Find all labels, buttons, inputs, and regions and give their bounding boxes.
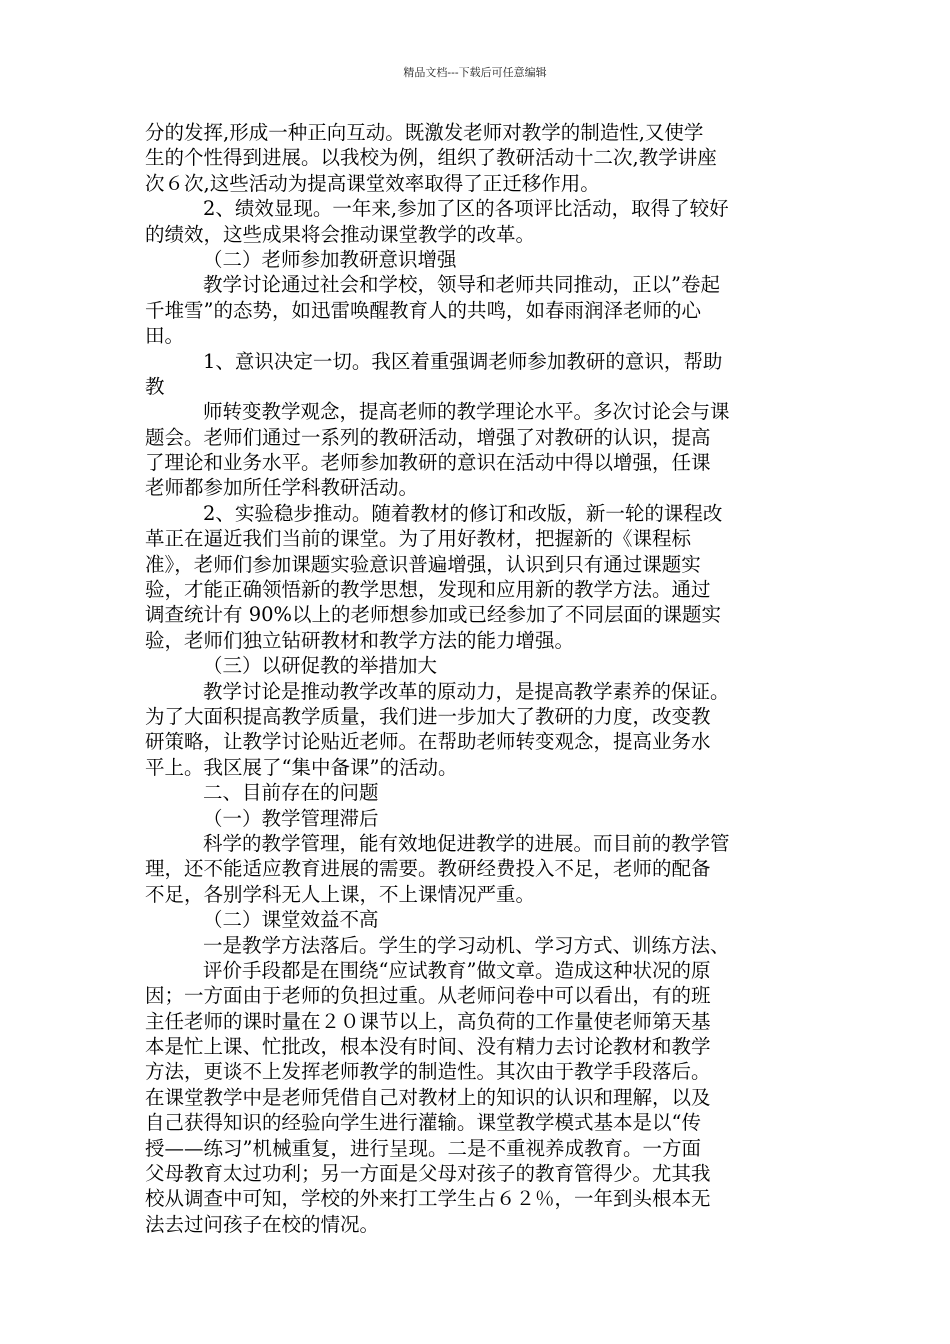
text-line: 教学讨论通过社会和学校，领导和老师共同推动，正以”卷起 — [203, 273, 720, 297]
text-line: 不足，各别学科无人上课，不上课情况严重。 — [145, 882, 536, 906]
text-line: 自己获得知识的经验向学生进行灌输。课堂教学模式基本是以“传 — [145, 1111, 701, 1135]
text-line: 生的个性得到进展。以我校为例，组织了教研活动十二次,教学讲座 — [145, 146, 717, 170]
text-line: 本是忙上课、忙批改，根本没有时间、没有精力去讨论教材和教学 — [145, 1035, 711, 1059]
text-line: 主任老师的课时量在２０课节以上，高负荷的工作量使老师第天基 — [145, 1009, 711, 1033]
text-line: 准》，老师们参加课题实验意识普遍增强，认识到只有通过课题实 — [145, 552, 701, 576]
text-line: 一是教学方法落后。学生的学习动机、学习方式、训练方法、 — [203, 933, 730, 957]
text-line: 调查统计有 90%以上的老师想参加或已经参加了不同层面的课题实 — [145, 603, 722, 627]
text-line: 校从调查中可知，学校的外来打工学生占６２％，一年到头根本无 — [145, 1187, 711, 1211]
text-line: 在课堂教学中是老师凭借自己对教材上的知识的认识和理解，以及 — [145, 1085, 711, 1109]
text-line: 平上。我区展了“集中备课”的活动。 — [145, 755, 458, 779]
text-line: 法去过问孩子在校的情况。 — [145, 1212, 380, 1236]
text-line: 科学的教学管理，能有效地促进教学的进展。而目前的教学管 — [203, 831, 730, 855]
text-line: 千堆雪”的态势，如迅雷唤醒教育人的共鸣，如春雨润泽老师的心 — [145, 298, 701, 322]
text-line: （二）老师参加教研意识增强 — [203, 247, 457, 271]
text-line: 为了大面积提高教学质量，我们进一步加大了教研的力度，改变教 — [145, 704, 711, 728]
text-line: 次６次,这些活动为提高课堂效率取得了正迁移作用。 — [145, 171, 600, 195]
text-line: 验，才能正确领悟新的教学思想，发现和应用新的教学方法。通过 — [145, 578, 711, 602]
text-line: 革正在逼近我们当前的课堂。为了用好教材，把握新的《课程标 — [145, 527, 692, 551]
text-line: （一）教学管理滞后 — [203, 806, 379, 830]
text-line: 验，老师们独立钻研教材和教学方法的能力增强。 — [145, 628, 575, 652]
text-line: 了理论和业务水平。老师参加教研的意识在活动中得以增强，任课 — [145, 451, 711, 475]
text-line: 教学讨论是推动教学改革的原动力，是提高教学素养的保证。 — [203, 679, 730, 703]
text-line: 老师都参加所任学科教研活动。 — [145, 476, 419, 500]
text-line: 分的发挥,形成一种正向互动。既激发老师对教学的制造性,又使学 — [145, 121, 704, 144]
text-line: 理，还不能适应教育进展的需要。教研经费投入不足，老师的配备 — [145, 857, 711, 881]
text-line: （二）课堂效益不高 — [203, 908, 379, 932]
text-line: 2、绩效显现。一年来,参加了区的各项评比活动，取得了较好 — [203, 197, 729, 221]
text-line: 评价手段都是在围绕“应试教育”做文章。造成这种状况的原 — [203, 958, 711, 982]
text-line: 方法，更谈不上发挥老师教学的制造性。其次由于教学手段落后。 — [145, 1060, 711, 1084]
text-line: 题会。老师们通过一系列的教研活动，增强了对教研的认识，提高 — [145, 425, 711, 449]
text-line: 教 — [145, 374, 165, 398]
page-header: 精品文档---下载后可任意编辑 — [403, 66, 547, 79]
text-line: 的绩效，这些成果将会推动课堂教学的改革。 — [145, 222, 536, 246]
text-line: 1、意识决定一切。我区着重强调老师参加教研的意识，帮助 — [203, 349, 723, 373]
text-line: 因；一方面由于老师的负担过重。从老师问卷中可以看出，有的班 — [145, 984, 711, 1008]
text-line: 研策略，让教学讨论贴近老师。在帮助老师转变观念，提高业务水 — [145, 730, 711, 754]
text-line: （三）以研促教的举措加大 — [203, 654, 438, 678]
text-line: 田。 — [145, 324, 185, 348]
document-body — [145, 120, 810, 1237]
text-line: 父母教育太过功利；另一方面是父母对孩子的教育管得少。尤其我 — [145, 1162, 711, 1186]
text-line: 二、目前存在的问题 — [203, 781, 379, 805]
text-line: 2、实验稳步推动。随着教材的修订和改版，新一轮的课程改 — [203, 501, 723, 525]
text-line: 师转变教学观念，提高老师的教学理论水平。多次讨论会与课 — [203, 400, 730, 424]
text-line: 授——练习”机械重复，进行呈现。二是不重视养成教育。一方面 — [145, 1136, 701, 1160]
